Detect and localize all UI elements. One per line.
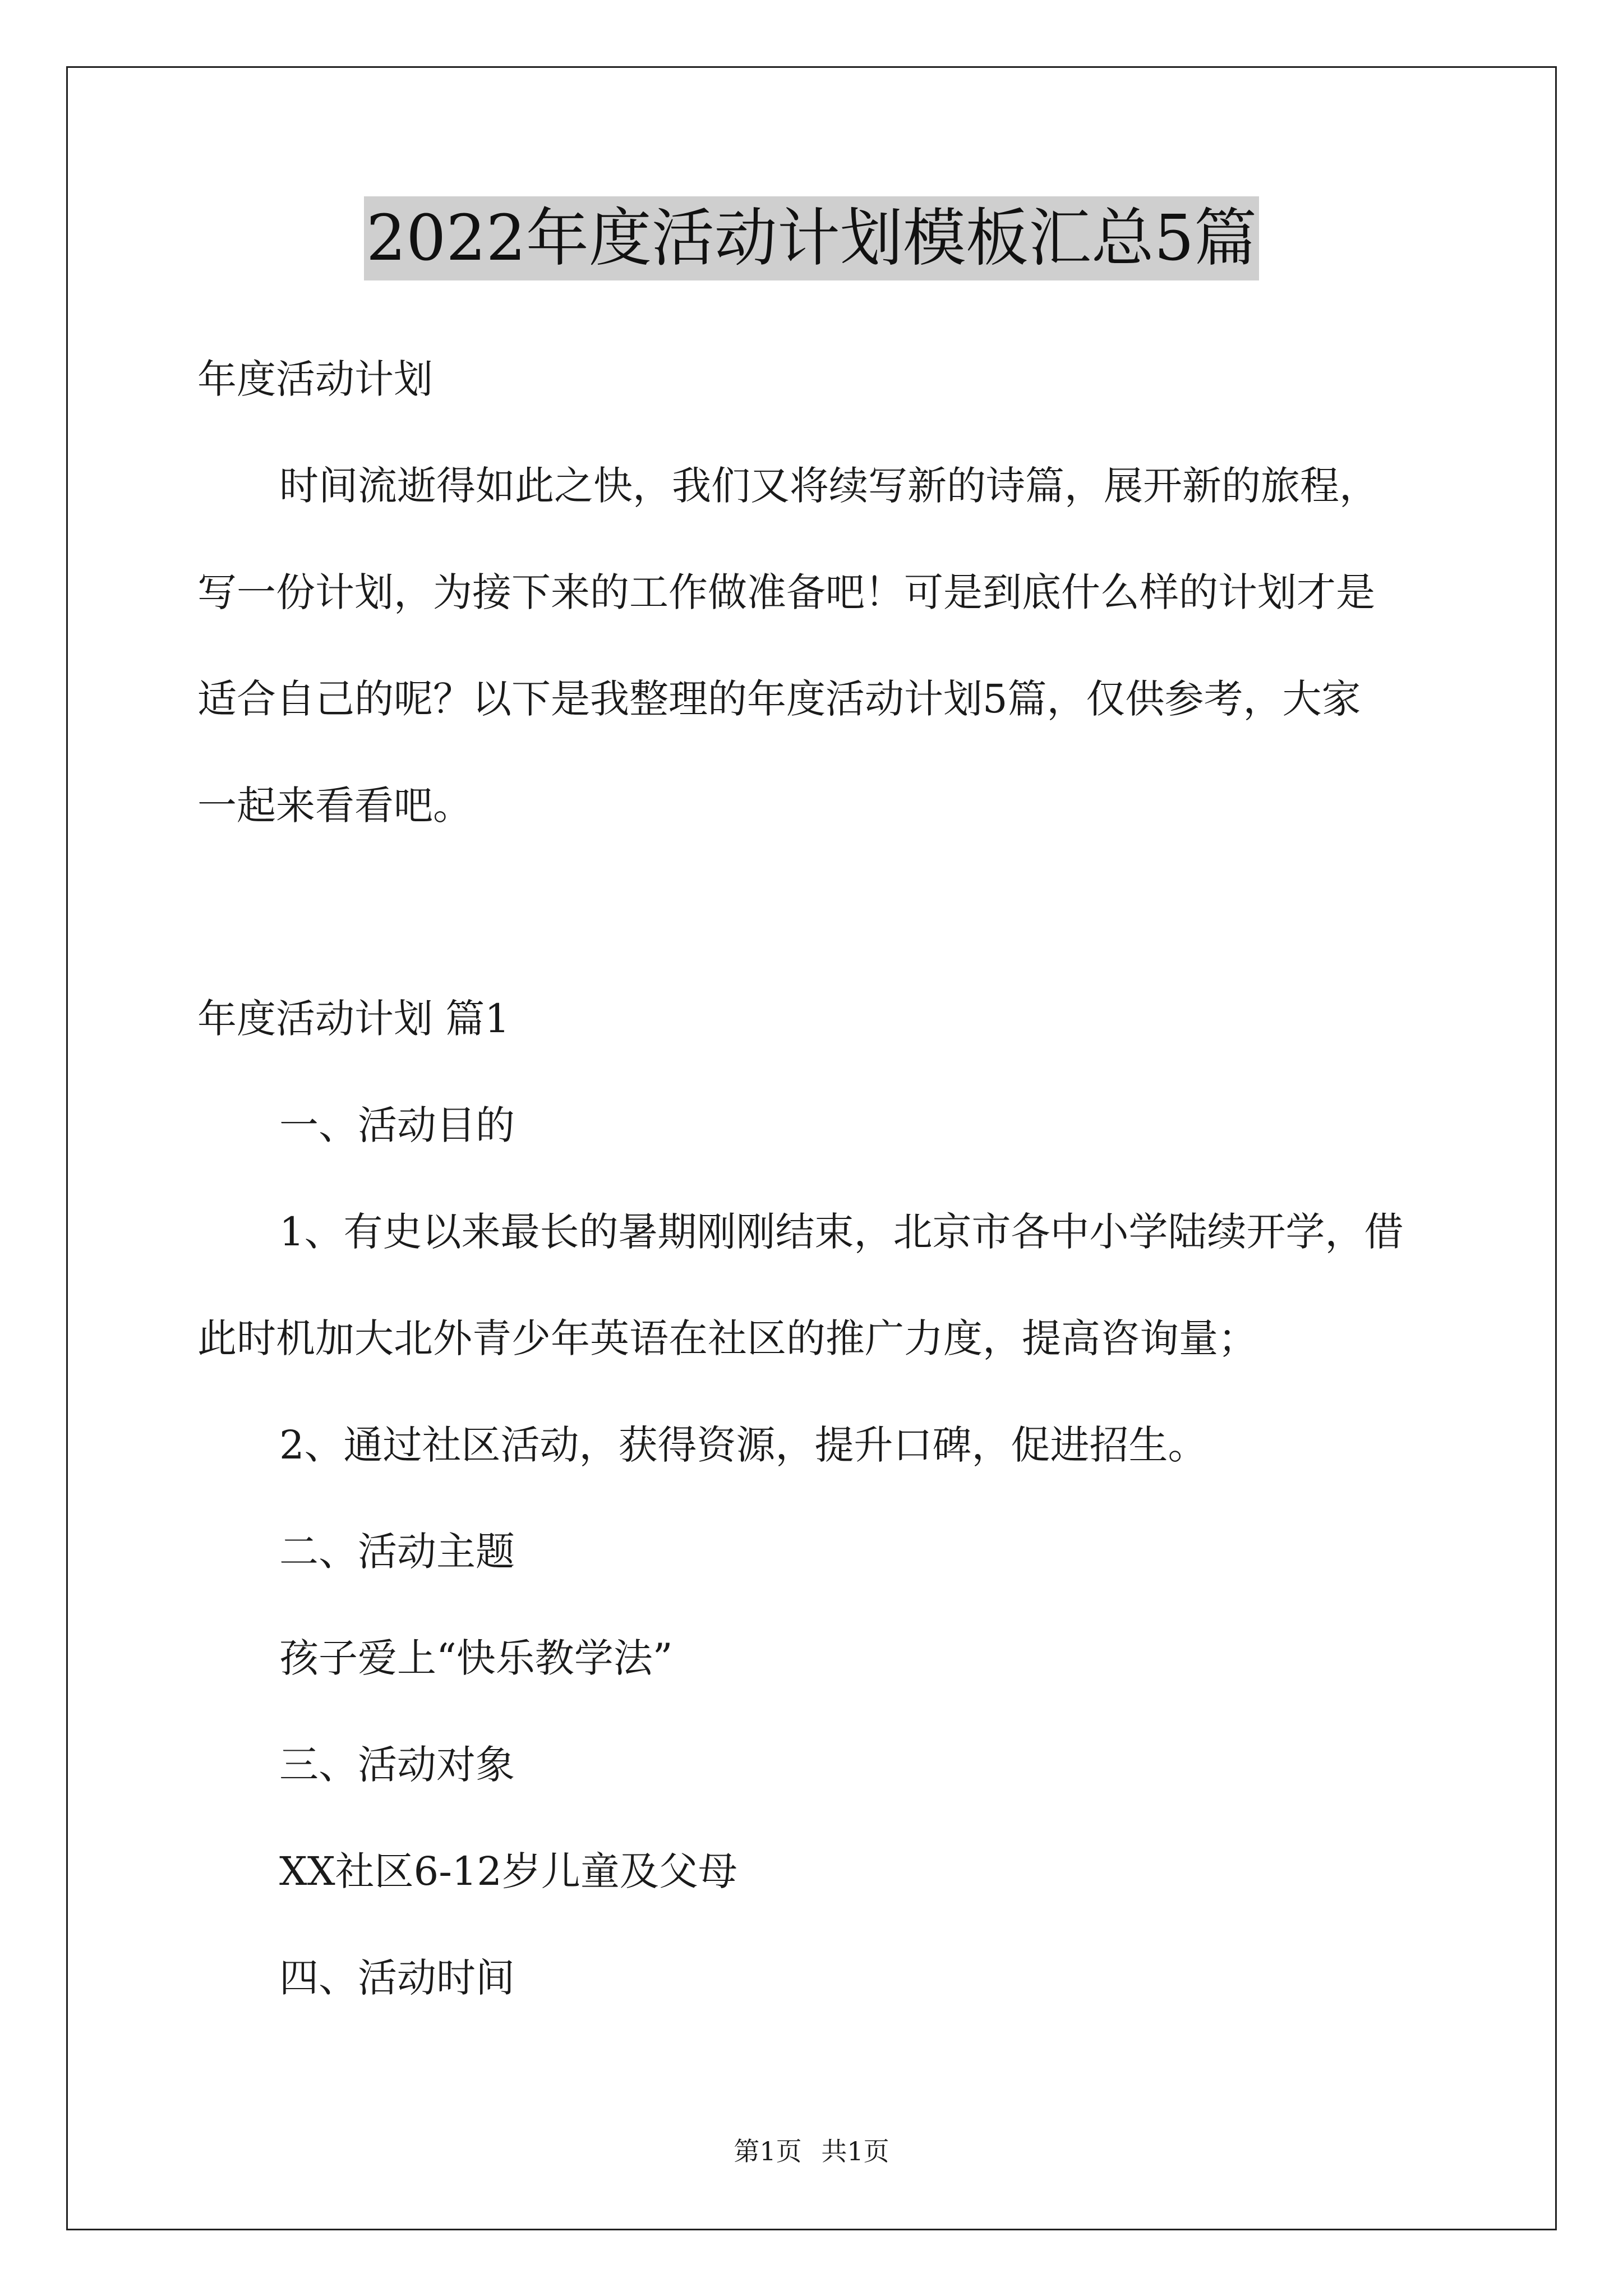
paragraph-line: 2、通过社区活动，获得资源，提升口碑，促进招生。: [279, 1422, 1207, 1468]
subsection-heading: 二、活动主题: [279, 1529, 515, 1575]
page-footer: [0, 2134, 1623, 2168]
subsection-heading: 三、活动对象: [279, 1742, 515, 1788]
paragraph-line: 此时机加大北外青少年英语在社区的推广力度，提高咨询量；: [197, 1315, 1257, 1361]
paragraph-line: 孩子爱上“快乐教学法”: [279, 1635, 673, 1681]
paragraph-line: 一起来看看吧。: [197, 783, 472, 829]
document-title: 2022年度活动计划模板汇总5篇: [364, 196, 1259, 280]
section-heading: 年度活动计划: [197, 356, 433, 402]
paragraph-line: 写一份计划，为接下来的工作做准备吧！可是到底什么样的计划才是: [197, 569, 1375, 615]
paragraph-line: XX社区6-12岁儿童及父母: [279, 1848, 737, 1894]
subsection-heading: 一、活动目的: [279, 1102, 515, 1148]
page-total: 共1页: [821, 2136, 889, 2166]
paragraph-line: 时间流逝得如此之快，我们又将续写新的诗篇，展开新的旅程，: [279, 463, 1378, 509]
paragraph-line: 适合自己的呢？以下是我整理的年度活动计划5篇，仅供参考，大家: [197, 676, 1361, 722]
page-number: 第1页: [734, 2136, 802, 2166]
title-container: [0, 196, 1623, 280]
paragraph-line: 1、有史以来最长的暑期刚刚结束，北京市各中小学陆续开学，借: [279, 1209, 1404, 1255]
subsection-heading: 四、活动时间: [279, 1955, 515, 2001]
section-heading: 年度活动计划 篇1: [197, 996, 510, 1042]
